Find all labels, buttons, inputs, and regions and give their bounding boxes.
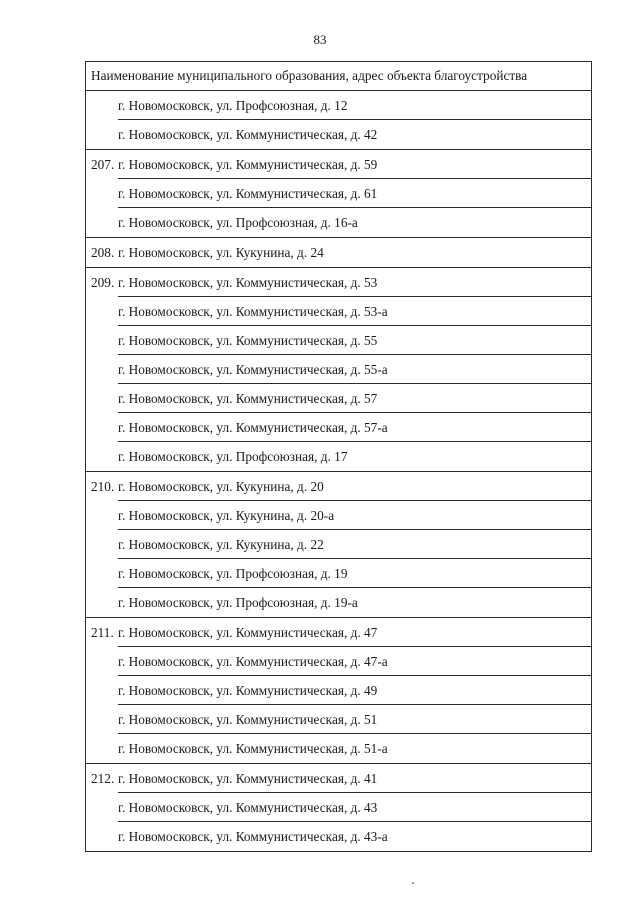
table-group <box>86 150 591 238</box>
table-row <box>86 150 591 179</box>
table-body <box>86 91 591 852</box>
address-cell: г. Новомосковск, ул. Коммунистическая, д. 51 <box>118 711 378 727</box>
table-row <box>86 618 591 647</box>
table-row <box>86 355 591 384</box>
address-table <box>85 61 592 852</box>
address-cell: г. Новомосковск, ул. Коммунистическая, д. 47 <box>118 624 378 640</box>
page-number: 83 <box>313 32 327 47</box>
table-row <box>86 559 591 588</box>
table-header: Наименование муниципального образования, адрес объекта благоустройства <box>86 62 591 91</box>
table-row <box>86 472 591 501</box>
address-cell: г. Новомосковск, ул. Кукунина, д. 20 <box>118 478 324 494</box>
address-cell: г. Новомосковск, ул. Профсоюзная, д. 19-а <box>118 594 358 610</box>
table-row <box>86 120 591 149</box>
row-number: 211. <box>91 624 114 640</box>
table-row <box>86 413 591 442</box>
address-cell: г. Новомосковск, ул. Коммунистическая, д. 47-а <box>118 653 388 669</box>
address-cell: г. Новомосковск, ул. Кукунина, д. 20-а <box>118 507 335 523</box>
table-row <box>86 297 591 326</box>
table-row <box>86 384 591 413</box>
address-cell: г. Новомосковск, ул. Коммунистическая, д. 55 <box>118 332 378 348</box>
address-cell: г. Новомосковск, ул. Профсоюзная, д. 19 <box>118 565 348 581</box>
address-cell: г. Новомосковск, ул. Коммунистическая, д. 55-а <box>118 361 388 377</box>
table-row <box>86 268 591 297</box>
table-group <box>86 91 591 150</box>
row-number: 207. <box>91 156 115 172</box>
row-number: 210. <box>91 478 115 494</box>
address-cell: г. Новомосковск, ул. Профсоюзная, д. 12 <box>118 97 348 113</box>
address-cell: г. Новомосковск, ул. Коммунистическая, д. 59 <box>118 156 378 172</box>
address-cell: г. Новомосковск, ул. Коммунистическая, д. 43 <box>118 799 378 815</box>
table-row <box>86 588 591 617</box>
table-group <box>86 268 591 472</box>
address-cell: г. Новомосковск, ул. Коммунистическая, д. 57-а <box>118 419 388 435</box>
address-cell: г. Новомосковск, ул. Коммунистическая, д. 61 <box>118 185 378 201</box>
row-number: 212. <box>91 770 115 786</box>
address-cell: г. Новомосковск, ул. Коммунистическая, д. 53 <box>118 274 378 290</box>
table-row <box>86 208 591 237</box>
table-row <box>86 734 591 763</box>
address-cell: г. Новомосковск, ул. Коммунистическая, д. 43-а <box>118 828 388 844</box>
address-cell: г. Новомосковск, ул. Коммунистическая, д. 49 <box>118 682 378 698</box>
address-cell: г. Новомосковск, ул. Коммунистическая, д. 53-а <box>118 303 388 319</box>
table-row <box>86 764 591 793</box>
address-cell: г. Новомосковск, ул. Профсоюзная, д. 17 <box>118 448 348 464</box>
table-row <box>86 705 591 734</box>
table-group <box>86 618 591 764</box>
address-cell: г. Новомосковск, ул. Коммунистическая, д. 57 <box>118 390 378 406</box>
table-row <box>86 326 591 355</box>
table-row <box>86 530 591 559</box>
row-number: 209. <box>91 274 115 290</box>
table-row <box>86 91 591 120</box>
address-cell: г. Новомосковск, ул. Кукунина, д. 22 <box>118 536 324 552</box>
table-row <box>86 676 591 705</box>
row-number: 208. <box>91 244 115 260</box>
scan-speck <box>412 882 414 884</box>
address-cell: г. Новомосковск, ул. Коммунистическая, д. 51-а <box>118 740 388 756</box>
table-row <box>86 793 591 822</box>
address-cell: г. Новомосковск, ул. Коммунистическая, д. 41 <box>118 770 378 786</box>
address-cell: г. Новомосковск, ул. Коммунистическая, д. 42 <box>118 126 378 142</box>
table-row <box>86 501 591 530</box>
table-row <box>86 647 591 676</box>
address-cell: г. Новомосковск, ул. Кукунина, д. 24 <box>118 244 324 260</box>
address-cell: г. Новомосковск, ул. Профсоюзная, д. 16-а <box>118 214 358 230</box>
table-row <box>86 822 591 851</box>
table-group <box>86 238 591 268</box>
table-row <box>86 238 591 267</box>
table-group <box>86 472 591 618</box>
table-row <box>86 442 591 471</box>
table-group <box>86 764 591 852</box>
table-row <box>86 179 591 208</box>
